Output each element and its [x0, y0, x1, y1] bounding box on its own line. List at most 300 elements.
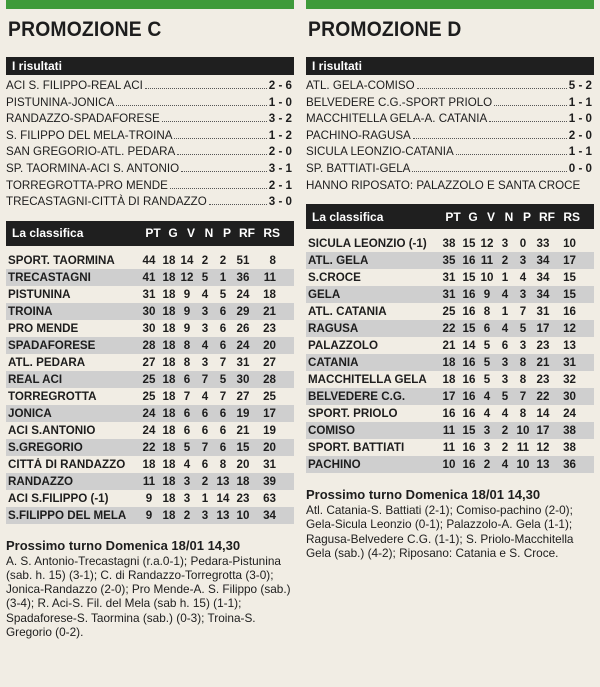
lost: 7	[519, 305, 527, 319]
played: 18	[162, 270, 176, 284]
goals-for: 20	[236, 457, 250, 471]
played: 18	[162, 304, 176, 318]
goals-against: 13	[563, 339, 576, 353]
goals-for: 18	[236, 474, 250, 488]
match-teams: SP. TAORMINA-ACI S. ANTONIO	[6, 161, 180, 175]
match-score: 3 - 0	[268, 195, 292, 209]
team-name: PRO MENDE	[8, 321, 79, 335]
team-name: S.CROCE	[308, 271, 361, 285]
standings-row	[306, 303, 594, 320]
goals-against: 15	[563, 288, 576, 302]
section-color-bar	[306, 0, 594, 9]
lost: 3	[519, 254, 527, 268]
goals-against: 17	[263, 406, 276, 420]
won: 5	[483, 373, 491, 387]
standings-row	[306, 371, 594, 388]
won: 9	[183, 304, 191, 318]
drawn: 6	[501, 339, 509, 353]
standings-row	[306, 439, 594, 456]
result-row	[6, 178, 294, 195]
won: 2	[483, 458, 491, 472]
leader-dots	[489, 121, 567, 122]
standings-header	[6, 221, 294, 246]
played: 15	[462, 271, 476, 285]
match-score: 1 - 0	[268, 95, 292, 109]
match-teams: BELVEDERE C.G.-SPORT PRIOLO	[306, 95, 493, 109]
result-row	[306, 144, 594, 161]
standings-row	[6, 337, 294, 354]
leader-dots	[177, 154, 267, 155]
won: 9	[183, 321, 191, 335]
lost: 8	[519, 407, 527, 421]
lost: 13	[216, 508, 230, 522]
result-row	[6, 111, 294, 128]
match-score: 0 - 0	[568, 161, 592, 175]
drawn: 1	[201, 491, 209, 505]
goals-against: 10	[563, 237, 576, 251]
points: 17	[442, 390, 456, 404]
goals-for: 14	[536, 407, 550, 421]
played: 18	[162, 389, 176, 403]
col-rs: RS	[563, 209, 580, 224]
played: 18	[162, 253, 176, 267]
goals-against: 38	[563, 424, 576, 438]
goals-against: 12	[563, 322, 576, 336]
lost: 8	[219, 457, 227, 471]
drawn: 4	[501, 322, 509, 336]
goals-against: 19	[263, 423, 276, 437]
drawn: 6	[201, 423, 209, 437]
goals-against: 27	[263, 355, 276, 369]
points: 22	[442, 322, 456, 336]
drawn: 3	[201, 321, 209, 335]
lost: 6	[219, 304, 227, 318]
goals-for: 22	[536, 390, 550, 404]
col-pt: PT	[445, 209, 461, 224]
goals-for: 17	[536, 322, 550, 336]
played: 18	[162, 321, 176, 335]
goals-against: 25	[263, 389, 276, 403]
goals-against: 17	[563, 254, 576, 268]
match-teams: ATL. GELA-COMISO	[306, 79, 415, 92]
match-score: 3 - 2	[268, 112, 292, 126]
result-row	[306, 78, 594, 95]
lost: 5	[219, 372, 227, 386]
col-v: V	[486, 209, 495, 224]
standings-row	[6, 456, 294, 473]
lost: 1	[219, 270, 227, 284]
played: 16	[462, 390, 476, 404]
goals-against: 24	[563, 407, 576, 421]
goals-for: 21	[236, 423, 250, 437]
won: 6	[183, 406, 191, 420]
next-round-fixtures: A. S. Antonio-Trecastagni (r.a.0-1); Pedara-Pistunina (sab. h. 15) (3-1); C. di Randazzo-Torregrotta (3-0); Jonica-Randazzo (2-0); Pro Mende-A. S. Filippo (sab.) (3-4); R. Aci-S. Fil. del Mela (sab h. 15) (1-1); Spadaforese-S. Taormina (sab.) (0-3); Troina-S. Gregorio (0-2).	[6, 553, 291, 639]
standings-row	[6, 320, 294, 337]
lost: 7	[519, 390, 527, 404]
drawn: 4	[201, 389, 209, 403]
points: 38	[442, 237, 456, 251]
standings-row	[6, 354, 294, 371]
standings-row	[6, 388, 294, 405]
col-p: P	[522, 209, 531, 224]
match-teams: RANDAZZO-SPADAFORESE	[6, 112, 160, 126]
standings-row	[306, 320, 594, 337]
match-score: 3 - 1	[268, 161, 292, 175]
goals-for: 31	[236, 355, 250, 369]
drawn: 5	[201, 270, 209, 284]
standings-row	[6, 405, 294, 422]
drawn: 2	[501, 441, 509, 455]
team-name: CITTÀ DI RANDAZZO	[8, 457, 126, 471]
won: 4	[183, 457, 191, 471]
won: 5	[483, 356, 491, 370]
lost: 6	[219, 338, 227, 352]
goals-for: 31	[536, 305, 550, 319]
points: 11	[442, 424, 456, 438]
points: 35	[442, 254, 456, 268]
team-name: ACI S.FILIPPO (-1)	[8, 491, 109, 505]
match-teams: SP. BATTIATI-GELA	[306, 161, 411, 175]
result-row	[6, 144, 294, 161]
lost: 11	[516, 441, 530, 455]
col-g: G	[468, 209, 478, 224]
standings-row	[6, 371, 294, 388]
points: 18	[442, 373, 456, 387]
result-row	[306, 161, 594, 178]
standings-row	[306, 337, 594, 354]
played: 18	[162, 440, 176, 454]
won: 9	[483, 288, 491, 302]
drawn: 6	[201, 406, 209, 420]
drawn: 3	[501, 237, 509, 251]
col-pt: PT	[145, 226, 161, 241]
result-row	[306, 128, 594, 145]
goals-for: 33	[536, 237, 550, 251]
leader-dots	[174, 138, 266, 139]
lost: 7	[219, 355, 227, 369]
drawn: 3	[201, 355, 209, 369]
standings-row	[6, 269, 294, 286]
promozione-c-column	[6, 0, 294, 639]
standings-row	[6, 422, 294, 439]
goals-against: 23	[263, 321, 276, 335]
goals-against: 21	[263, 304, 276, 318]
lost: 3	[519, 339, 527, 353]
won: 3	[483, 424, 491, 438]
won: 5	[483, 339, 491, 353]
points: 30	[142, 304, 156, 318]
goals-for: 34	[536, 288, 550, 302]
played: 15	[462, 237, 476, 251]
leader-dots	[456, 154, 567, 155]
col-rs: RS	[263, 226, 280, 241]
result-row	[6, 128, 294, 145]
leader-dots	[209, 204, 267, 205]
team-name: ATL. CATANIA	[308, 305, 387, 319]
won: 14	[180, 253, 194, 267]
won: 4	[483, 390, 491, 404]
standings-row	[306, 422, 594, 439]
won: 5	[183, 440, 191, 454]
played: 18	[162, 491, 176, 505]
points: 11	[442, 441, 456, 455]
played: 18	[162, 474, 176, 488]
points: 31	[442, 288, 456, 302]
points: 24	[142, 423, 156, 437]
goals-against: 36	[563, 458, 576, 472]
won: 9	[183, 287, 191, 301]
team-name: PALAZZOLO	[308, 339, 378, 353]
drawn: 5	[501, 390, 509, 404]
won: 8	[483, 305, 491, 319]
goals-for: 23	[236, 491, 250, 505]
won: 4	[483, 407, 491, 421]
goals-against: 11	[263, 270, 276, 284]
team-name: ACI S.ANTONIO	[8, 423, 96, 437]
leader-dots	[181, 171, 267, 172]
goals-against: 20	[263, 338, 276, 352]
standings-row	[306, 354, 594, 371]
match-teams: SAN GREGORIO-ATL. PEDARA	[6, 145, 176, 159]
drawn: 3	[501, 356, 509, 370]
goals-against: 28	[263, 372, 276, 386]
next-round-title: Prossimo turno Domenica 18/01 14,30	[6, 537, 241, 553]
points: 11	[142, 474, 156, 488]
drawn: 2	[501, 254, 509, 268]
leader-dots	[116, 105, 267, 106]
match-teams: PISTUNINA-JONICA	[6, 95, 115, 109]
drawn: 3	[201, 304, 209, 318]
lost: 10	[516, 458, 530, 472]
drawn: 4	[201, 338, 209, 352]
drawn: 4	[501, 288, 509, 302]
points: 31	[442, 271, 456, 285]
played: 18	[162, 355, 176, 369]
standings-row	[306, 235, 594, 252]
goals-for: 15	[236, 440, 250, 454]
goals-for: 19	[236, 406, 250, 420]
goals-against: 32	[563, 373, 576, 387]
results-list	[306, 78, 594, 178]
goals-against: 15	[563, 271, 576, 285]
played: 16	[462, 441, 476, 455]
team-name: REAL ACI	[8, 372, 63, 386]
drawn: 4	[501, 458, 509, 472]
result-row	[306, 95, 594, 112]
match-score: 2 - 6	[268, 79, 292, 92]
goals-for: 12	[536, 441, 550, 455]
played: 18	[162, 423, 176, 437]
team-name: SICULA LEONZIO (-1)	[308, 237, 427, 251]
points: 18	[142, 457, 156, 471]
result-row	[6, 78, 294, 95]
won: 2	[183, 508, 191, 522]
lost: 10	[516, 424, 530, 438]
match-teams: S. FILIPPO DEL MELA-TROINA	[6, 128, 173, 142]
standings-row	[306, 456, 594, 473]
team-name: SPORT. TAORMINA	[8, 253, 115, 267]
won: 8	[183, 355, 191, 369]
match-teams: ACI S. FILIPPO-REAL ACI	[6, 79, 143, 92]
goals-for: 36	[236, 270, 250, 284]
leader-dots	[170, 188, 267, 189]
team-name: PISTUNINA	[8, 287, 71, 301]
goals-for: 30	[236, 372, 250, 386]
points: 10	[442, 458, 456, 472]
drawn: 7	[201, 440, 209, 454]
lost: 8	[519, 373, 527, 387]
goals-against: 8	[269, 253, 276, 267]
leader-dots	[412, 171, 566, 172]
lost: 14	[216, 491, 230, 505]
played: 16	[462, 407, 476, 421]
result-row	[306, 111, 594, 128]
goals-against: 34	[263, 508, 276, 522]
goals-for: 23	[536, 339, 550, 353]
goals-against: 18	[263, 287, 276, 301]
team-name: BELVEDERE C.G.	[308, 390, 406, 404]
won: 3	[183, 474, 191, 488]
lost: 5	[519, 322, 527, 336]
match-score: 2 - 0	[568, 128, 592, 142]
leader-dots	[494, 105, 567, 106]
lost: 7	[219, 389, 227, 403]
section-title: PROMOZIONE C	[8, 18, 162, 41]
team-name: TRECASTAGNI	[8, 270, 91, 284]
played: 18	[162, 406, 176, 420]
points: 25	[142, 372, 156, 386]
drawn: 1	[501, 305, 509, 319]
result-row	[6, 194, 294, 211]
lost: 3	[519, 288, 527, 302]
goals-for: 29	[236, 304, 250, 318]
team-name: GELA	[308, 288, 341, 302]
standings-row	[6, 303, 294, 320]
played: 16	[462, 356, 476, 370]
standings-header-label: La classifica	[12, 226, 84, 241]
standings-header-label: La classifica	[312, 209, 384, 224]
lost: 6	[219, 321, 227, 335]
points: 30	[142, 321, 156, 335]
team-name: SPORT. BATTIATI	[308, 441, 405, 455]
played: 15	[462, 322, 476, 336]
drawn: 1	[501, 271, 509, 285]
match-teams: SICULA LEONZIO-CATANIA	[306, 145, 454, 159]
points: 44	[142, 253, 156, 267]
team-name: TROINA	[8, 304, 53, 318]
standings-row	[6, 252, 294, 269]
section-color-bar	[6, 0, 294, 9]
points: 25	[142, 389, 156, 403]
goals-for: 21	[536, 356, 550, 370]
col-g: G	[168, 226, 178, 241]
promozione-d-column	[306, 0, 594, 560]
lost: 0	[519, 237, 527, 251]
result-row	[6, 161, 294, 178]
played: 14	[462, 339, 476, 353]
standings-row	[306, 269, 594, 286]
result-row	[6, 95, 294, 112]
goals-against: 20	[263, 440, 276, 454]
col-rf: RF	[239, 226, 255, 241]
standings-row	[6, 473, 294, 490]
won: 12	[480, 237, 494, 251]
won: 8	[183, 338, 191, 352]
won: 7	[183, 389, 191, 403]
team-name: PACHINO	[308, 458, 361, 472]
won: 6	[483, 322, 491, 336]
results-header: I risultati	[6, 57, 294, 75]
standings-row	[306, 252, 594, 269]
played: 16	[462, 254, 476, 268]
drawn: 2	[201, 253, 209, 267]
lost: 6	[219, 423, 227, 437]
col-v: V	[186, 226, 195, 241]
points: 22	[142, 440, 156, 454]
match-score: 1 - 2	[268, 128, 292, 142]
points: 9	[145, 491, 153, 505]
leader-dots	[413, 138, 567, 139]
goals-for: 34	[536, 254, 550, 268]
standings-row	[6, 490, 294, 507]
lost: 13	[216, 474, 230, 488]
goals-for: 17	[536, 424, 550, 438]
team-name: S.GREGORIO	[8, 440, 83, 454]
played: 18	[162, 287, 176, 301]
won: 11	[480, 254, 494, 268]
team-name: RANDAZZO	[8, 474, 74, 488]
played: 18	[162, 508, 176, 522]
team-name: S.FILIPPO DEL MELA	[8, 508, 127, 522]
played: 18	[162, 372, 176, 386]
won: 6	[183, 372, 191, 386]
drawn: 3	[201, 508, 209, 522]
goals-against: 63	[263, 491, 276, 505]
points: 27	[142, 355, 156, 369]
won: 3	[183, 491, 191, 505]
standings-row	[6, 507, 294, 524]
col-n: N	[504, 209, 514, 224]
rest-note: HANNO RIPOSATO: PALAZZOLO E SANTA CROCE	[306, 178, 581, 192]
team-name: RAGUSA	[308, 322, 359, 336]
goals-for: 23	[536, 373, 550, 387]
points: 24	[142, 406, 156, 420]
match-score: 5 - 2	[568, 79, 592, 92]
lost: 5	[219, 287, 227, 301]
played: 16	[462, 458, 476, 472]
leader-dots	[145, 88, 267, 89]
match-score: 2 - 1	[268, 178, 292, 192]
points: 16	[442, 407, 456, 421]
section-title: PROMOZIONE D	[308, 18, 462, 41]
played: 16	[462, 288, 476, 302]
goals-against: 30	[563, 390, 576, 404]
goals-against: 38	[563, 441, 576, 455]
won: 10	[480, 271, 494, 285]
standings-header	[306, 204, 594, 229]
lost: 6	[219, 440, 227, 454]
drawn: 4	[501, 407, 509, 421]
drawn: 6	[201, 457, 209, 471]
drawn: 2	[501, 424, 509, 438]
points: 21	[442, 339, 456, 353]
next-round-fixtures: Atl. Catania-S. Battiati (2-1); Comiso-pachino (2-0); Gela-Sicula Leonzio (0-1); Palazzolo-A. Gela (1-1); Ragusa-Belvedere C.G. (1-1); S. Priolo-Macchitella Gela (sab.) (4-2); Riposano: Catania e S. Croce.	[306, 503, 574, 560]
lost: 8	[519, 356, 527, 370]
match-teams: TORREGROTTA-PRO MENDE	[6, 178, 168, 192]
col-p: P	[222, 226, 231, 241]
team-name: SPADAFORESE	[8, 338, 96, 352]
points: 41	[142, 270, 156, 284]
